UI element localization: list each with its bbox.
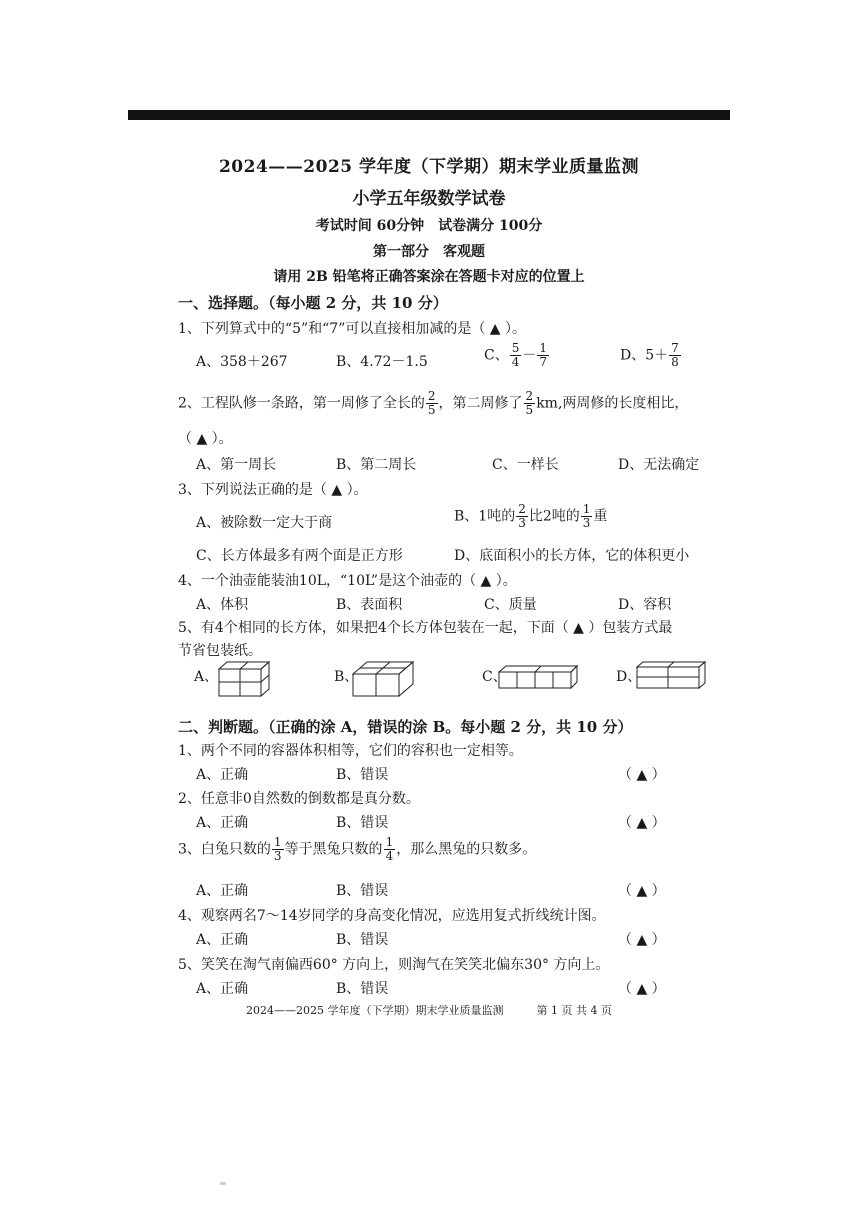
q2-option-d: D、无法确定 xyxy=(618,457,700,473)
judge-q2-option-a: A、正确 xyxy=(196,815,249,831)
q2-line2: （ ▲ ）。 xyxy=(178,431,233,447)
section2-heading: 二、判断题。（正确的涂 A，错误的涂 B。每小题 2 分，共 10 分） xyxy=(178,718,633,736)
judge-q5-text: 5、笑笑在淘气南偏西60° 方向上，则淘气在笑笑北偏东30° 方向上。 xyxy=(178,957,610,973)
q1-option-a: A、358＋267 xyxy=(196,354,288,370)
q5-line1: 5、有4个相同的长方体，如果把4个长方体包装在一起，下面（ ▲ ）包装方式最 xyxy=(178,620,673,636)
q3-text: 3、下列说法正确的是（ ▲ ）。 xyxy=(178,482,368,498)
q2-text: 2、工程队修一条路，第一周修了全长的 $\frac{2}{5}$ ，第二周修了 $\frac{2}{5}$ km,两周修的长度相比， xyxy=(178,389,689,417)
exam-subtitle: 小学五年级数学试卷 xyxy=(352,189,506,209)
q5-option-c-label: C、 xyxy=(482,669,507,685)
q5-option-d-label: D、 xyxy=(616,669,642,685)
judge-q3-text: 3、白兔只数的 $\frac{1}{3}$ 等于黑兔只数的 $\frac{1}{4}$ ，那么黑兔的只数多。 xyxy=(178,835,537,863)
judge-q3-option-a: A、正确 xyxy=(196,883,249,899)
q4-option-b: B、表面积 xyxy=(336,597,403,613)
part-heading: 第一部分 客观题 xyxy=(373,244,485,260)
judge-q4-answer-mark: （ ▲ ） xyxy=(618,932,666,948)
judge-q1-option-b: B、错误 xyxy=(336,767,389,783)
q5-option-d-figure xyxy=(636,660,706,690)
judge-q1-option-a: A、正确 xyxy=(196,767,249,783)
q5-option-b-label: B、 xyxy=(334,669,359,685)
top-border-bar xyxy=(128,110,730,120)
q3-option-a: A、被除数一定大于商 xyxy=(196,515,333,531)
q4-option-a: A、体积 xyxy=(196,597,249,613)
exam-info: 考试时间 60分钟 试卷满分 100分 xyxy=(315,218,543,234)
judge-q2-text: 2、任意非0自然数的倒数都是真分数。 xyxy=(178,791,420,807)
judge-q2-option-b: B、错误 xyxy=(336,815,389,831)
q4-text: 4、一个油壶能装油10L，“10L”是这个油壶的（ ▲ ）。 xyxy=(178,573,517,589)
page-footer: 2024——2025 学年度（下学期）期末学业质量监测 第 1 页 共 4 页 xyxy=(246,1004,612,1017)
instruction: 请用 2B 铅笔将正确答案涂在答题卡对应的位置上 xyxy=(273,269,585,285)
q4-option-d: D、容积 xyxy=(618,597,672,613)
q3-option-c: C、长方体最多有两个面是正方形 xyxy=(196,548,403,564)
judge-q2-answer-mark: （ ▲ ） xyxy=(618,815,666,831)
q1-option-d: D、5＋ $\frac{7}{8}$ xyxy=(620,341,679,369)
q2-option-c: C、一样长 xyxy=(492,457,559,473)
q4-option-c: C、质量 xyxy=(484,597,537,613)
judge-q1-answer-mark: （ ▲ ） xyxy=(618,767,666,783)
judge-q1-text: 1、两个不同的容器体积相等，它们的容积也一定相等。 xyxy=(178,743,523,759)
judge-q5-answer-mark: （ ▲ ） xyxy=(618,981,666,997)
q5-option-b-figure xyxy=(352,660,414,698)
judge-q4-option-b: B、错误 xyxy=(336,932,389,948)
q1-option-b: B、4.72－1.5 xyxy=(336,354,428,370)
judge-q5-option-a: A、正确 xyxy=(196,981,249,997)
q1-option-c: C、 $\frac{5}{4}$ － $\frac{1}{7}$ xyxy=(484,341,547,369)
q2-option-b: B、第二周长 xyxy=(336,457,417,473)
q2-option-a: A、第一周长 xyxy=(196,457,277,473)
judge-q3-answer-mark: （ ▲ ） xyxy=(618,883,666,899)
judge-q4-text: 4、观察两名7～14岁同学的身高变化情况，应选用复式折线统计图。 xyxy=(178,908,606,924)
q5-option-a-figure xyxy=(218,660,270,698)
exam-title: 2024——2025 学年度（下学期）期末学业质量监测 xyxy=(218,157,640,177)
q5-option-a-label: A、 xyxy=(194,669,219,685)
q5-line2: 节省包装纸。 xyxy=(178,643,262,659)
q5-option-c-figure xyxy=(498,664,578,690)
section1-heading: 一、选择题。（每小题 2 分，共 10 分） xyxy=(178,294,448,312)
judge-q4-option-a: A、正确 xyxy=(196,932,249,948)
q3-option-b: B、1吨的 $\frac{2}{3}$ 比2吨的 $\frac{1}{3}$ 重 xyxy=(454,502,608,530)
scan-speck xyxy=(220,1182,226,1185)
judge-q3-option-b: B、错误 xyxy=(336,883,389,899)
judge-q5-option-b: B、错误 xyxy=(336,981,389,997)
q3-option-d: D、底面积小的长方体，它的体积更小 xyxy=(454,548,690,564)
q1-text: 1、下列算式中的“5”和“7”可以直接相加减的是（ ▲ ）。 xyxy=(178,321,527,337)
